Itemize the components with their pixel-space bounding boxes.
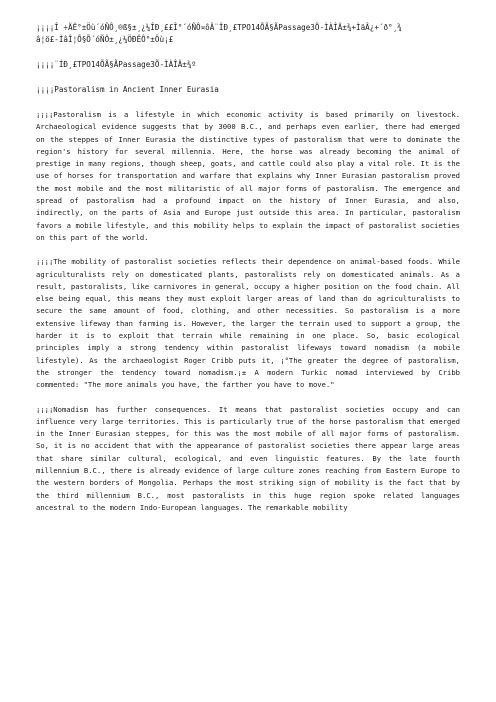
- subheading: ¡¡¡¡¨ÍÐ¸£TPO14ÕÃ§ÃPassage3Õ-ÌÀÎÄ±¾º: [36, 60, 197, 69]
- header-line-2: â¦ö£-ÌâÎ¦Õ§Õ´óÑÔ±¸¿¼ÖÐÊÔ°±Öù¡£: [36, 35, 174, 44]
- header-text: [36, 22, 460, 46]
- paragraph-1: ¡¡¡¡Pastoralism is a lifestyle in which economic activity is based primarily on livestock. Archaeological evidence suggests that by 3000 B.C., and perhaps even earlier, there had emerged on the steppes of Inner Eurasia the distinctive types of pastoralism that were to dominate the region's history for several millennia. Here, the horse was already becoming the animal of prestige in many regions, though sheep, goats, and cattle could also play a vital role. It is the use of horses for transportation and warfare that explains why Inner Eurasian pastoralism proved the most mobile and the most militaristic of all major forms of pastoralism. The emergence and spread of pastoralism had a profound impact on the history of Inner Eurasia, and also, indirectly, on the parts of Asia and Europe just outside this area. In particular, pastoralism favors a mobile lifestyle, and this mobility helps to explain the impact of pastoralist societies on this part of the world.: [36, 110, 460, 242]
- paragraph-2: ¡¡¡¡The mobility of pastoralist societies reflects their dependence on animal-based foods. While agriculturalists rely on domesticated plants, pastoralists rely on domesticated animals. As a result, pastoralists, like carnivores in general, occupy a higher position on the food chain. All else being equal, this means they must exploit larger areas of land than do agriculturalists to secure the same amount of food, clothing, and other necessities. So pastoralism is a more extensive lifeway than farming is. However, the larger the terrain used to support a group, the harder it is to exploit that terrain while remaining in one place. So, basic ecological principles imply a strong tendency within pastoralist lifeways toward nomadism (a mobile lifestyle). As the archaeologist Roger Cribb puts it, ¡°The greater the degree of pastoralism, the stronger the tendency toward nomadism.¡± A modern Turkic nomad interviewed by Cribb commented: "The more animals you have, the farther you have to move.": [36, 257, 460, 390]
- article-title: ¡¡¡¡Pastoralism in Ancient Inner Eurasia: [36, 85, 219, 94]
- paragraph-3: ¡¡¡¡Nomadism has further consequences. It means that pastoralist societies occupy and can influence very large territories. This is particularly true of the horse pastoralism that emerged in the Inner Eurasian steppes, for this was the most mobile of all major forms of pastoralism. So, it is no accident that with the appearance of pastoralist societies there appear large areas that share similar cultural, ecological, and even linguistic features. By the late fourth millennium B.C., there is already evidence of large culture zones reaching from Eastern Europe to the western borders of Mongolia. Perhaps the most striking sign of mobility is the fact that by the third millennium B.C., most pastoralists in this huge region spoke related languages ancestral to the modern Indo-European languages. The remarkable mobility: [36, 404, 460, 512]
- header-line-1: ¡¡¡¡Î ÷ÄË°±Öù´óÑÔ¸®ß§±¸¿¼ÎÐ¸££Î°´óÑÔ¤ôÂ¨ÎÐ¸£TPO14ÕÃ§ÃPassage3Õ-ÌÀÎÄ±¾+ÌäÂ¿+´ð°¸¾: [36, 23, 402, 32]
- document-page: [36, 22, 460, 526]
